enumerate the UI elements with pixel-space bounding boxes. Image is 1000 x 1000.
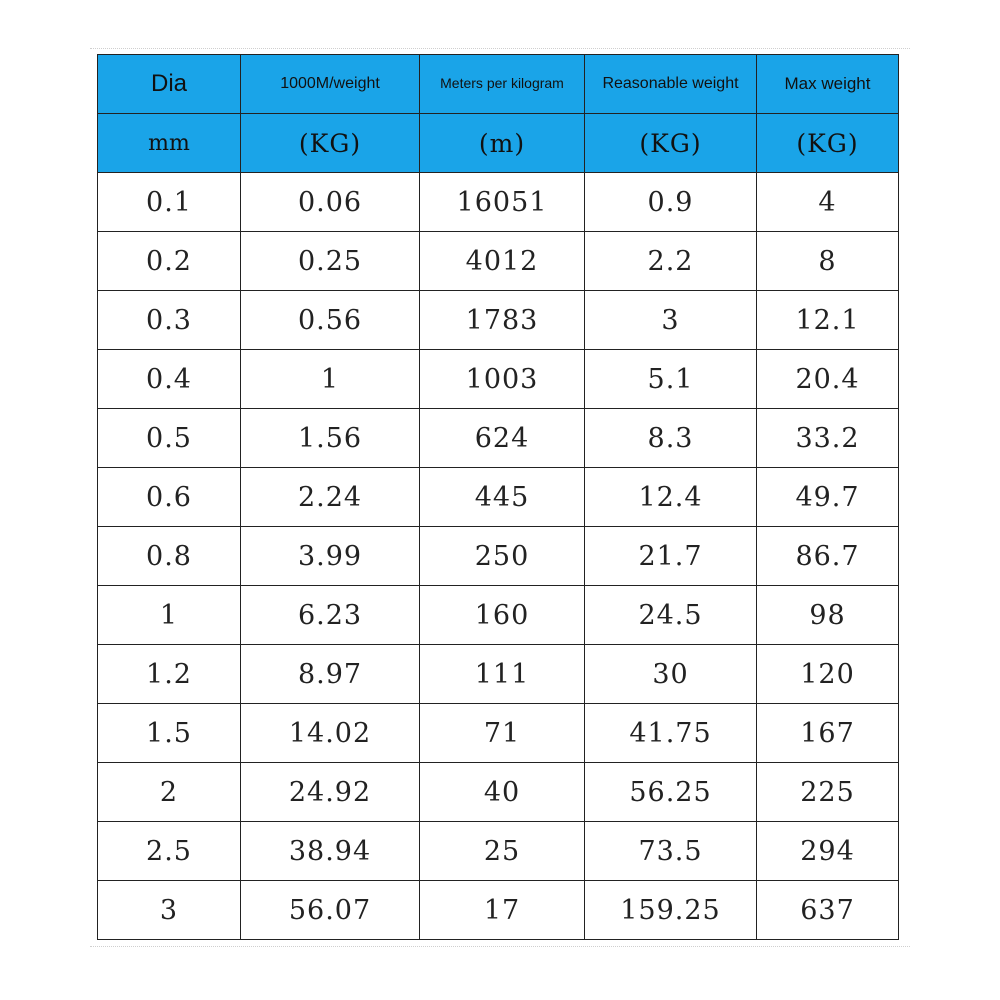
header-reasonable-weight — [585, 55, 757, 114]
header-1000m-weight-label: 1000M/weight — [280, 75, 380, 92]
header-max-weight-label: Max weight — [784, 74, 871, 93]
unit-reasonable-weight — [585, 114, 757, 173]
unit-max-weight — [757, 114, 899, 173]
cell-1000m-weight: 38.94 — [241, 822, 420, 881]
top-dotted-rule — [90, 48, 910, 49]
cell-reasonable-weight: 24.5 — [585, 586, 757, 645]
cell-meters-per-kg: 160 — [420, 586, 585, 645]
table-body — [98, 173, 899, 940]
table-row — [98, 822, 899, 881]
cell-reasonable-weight: 41.75 — [585, 704, 757, 763]
cell-1000m-weight: 6.23 — [241, 586, 420, 645]
cell-reasonable-weight: 159.25 — [585, 881, 757, 940]
cell-dia: 0.5 — [98, 409, 241, 468]
cell-1000m-weight: 1 — [241, 350, 420, 409]
cell-meters-per-kg: 445 — [420, 468, 585, 527]
cell-dia: 2.5 — [98, 822, 241, 881]
cell-dia: 0.4 — [98, 350, 241, 409]
header-unit-row — [98, 114, 899, 173]
cell-meters-per-kg: 4012 — [420, 232, 585, 291]
cell-max-weight: 98 — [757, 586, 899, 645]
unit-reasonable-weight-label: (KG) — [639, 128, 702, 158]
header-1000m-weight — [241, 55, 420, 114]
cell-1000m-weight: 2.24 — [241, 468, 420, 527]
header-dia — [98, 55, 241, 114]
cell-1000m-weight: 0.06 — [241, 173, 420, 232]
cell-max-weight: 294 — [757, 822, 899, 881]
unit-max-weight-label: (KG) — [796, 128, 859, 158]
header-title-row — [98, 55, 899, 114]
table-row — [98, 232, 899, 291]
header-meters-per-kg-label: Meters per kilogram — [440, 75, 564, 91]
cell-reasonable-weight: 56.25 — [585, 763, 757, 822]
cell-meters-per-kg: 71 — [420, 704, 585, 763]
cell-1000m-weight: 0.25 — [241, 232, 420, 291]
table-header — [98, 55, 899, 173]
cell-max-weight: 86.7 — [757, 527, 899, 586]
cell-meters-per-kg: 111 — [420, 645, 585, 704]
table-row — [98, 586, 899, 645]
cell-1000m-weight: 56.07 — [241, 881, 420, 940]
cell-reasonable-weight: 0.9 — [585, 173, 757, 232]
cell-max-weight: 49.7 — [757, 468, 899, 527]
cell-reasonable-weight: 3 — [585, 291, 757, 350]
header-max-weight — [757, 55, 899, 114]
cell-max-weight: 33.2 — [757, 409, 899, 468]
cell-1000m-weight: 0.56 — [241, 291, 420, 350]
cell-reasonable-weight: 2.2 — [585, 232, 757, 291]
unit-1000m-weight — [241, 114, 420, 173]
unit-dia — [98, 114, 241, 173]
cell-reasonable-weight: 8.3 — [585, 409, 757, 468]
cell-reasonable-weight: 73.5 — [585, 822, 757, 881]
cell-1000m-weight: 3.99 — [241, 527, 420, 586]
cell-max-weight: 8 — [757, 232, 899, 291]
unit-meters-per-kg-label: (m) — [478, 128, 526, 158]
bottom-dotted-rule — [90, 946, 910, 947]
table-row — [98, 704, 899, 763]
cell-dia: 0.8 — [98, 527, 241, 586]
cell-dia: 0.1 — [98, 173, 241, 232]
cell-1000m-weight: 8.97 — [241, 645, 420, 704]
header-reasonable-weight-label: Reasonable weight — [602, 75, 739, 92]
cell-max-weight: 225 — [757, 763, 899, 822]
cell-reasonable-weight: 30 — [585, 645, 757, 704]
cell-reasonable-weight: 5.1 — [585, 350, 757, 409]
cell-1000m-weight: 14.02 — [241, 704, 420, 763]
cell-max-weight: 120 — [757, 645, 899, 704]
cell-meters-per-kg: 624 — [420, 409, 585, 468]
cell-reasonable-weight: 21.7 — [585, 527, 757, 586]
table-row — [98, 645, 899, 704]
table-row — [98, 763, 899, 822]
cell-1000m-weight: 1.56 — [241, 409, 420, 468]
cell-meters-per-kg: 1783 — [420, 291, 585, 350]
cell-dia: 2 — [98, 763, 241, 822]
table-row — [98, 527, 899, 586]
cell-reasonable-weight: 12.4 — [585, 468, 757, 527]
header-dia-label: Dia — [150, 70, 187, 97]
table-row — [98, 173, 899, 232]
table-row — [98, 409, 899, 468]
cell-dia: 0.2 — [98, 232, 241, 291]
cell-meters-per-kg: 17 — [420, 881, 585, 940]
cell-max-weight: 167 — [757, 704, 899, 763]
cell-max-weight: 4 — [757, 173, 899, 232]
cell-dia: 1.2 — [98, 645, 241, 704]
table-row — [98, 881, 899, 940]
unit-1000m-weight-label: (KG) — [298, 128, 362, 158]
cell-max-weight: 12.1 — [757, 291, 899, 350]
cell-meters-per-kg: 25 — [420, 822, 585, 881]
cell-dia: 0.6 — [98, 468, 241, 527]
cell-meters-per-kg: 40 — [420, 763, 585, 822]
cell-dia: 1 — [98, 586, 241, 645]
table-row — [98, 291, 899, 350]
cell-meters-per-kg: 250 — [420, 527, 585, 586]
header-meters-per-kg — [420, 55, 585, 114]
table-row — [98, 350, 899, 409]
cell-dia: 0.3 — [98, 291, 241, 350]
specification-table — [97, 54, 899, 940]
table-row — [98, 468, 899, 527]
unit-meters-per-kg — [420, 114, 585, 173]
cell-meters-per-kg: 16051 — [420, 173, 585, 232]
cell-dia: 3 — [98, 881, 241, 940]
cell-dia: 1.5 — [98, 704, 241, 763]
cell-meters-per-kg: 1003 — [420, 350, 585, 409]
cell-max-weight: 20.4 — [757, 350, 899, 409]
cell-1000m-weight: 24.92 — [241, 763, 420, 822]
cell-max-weight: 637 — [757, 881, 899, 940]
unit-dia-label: mm — [148, 130, 190, 156]
